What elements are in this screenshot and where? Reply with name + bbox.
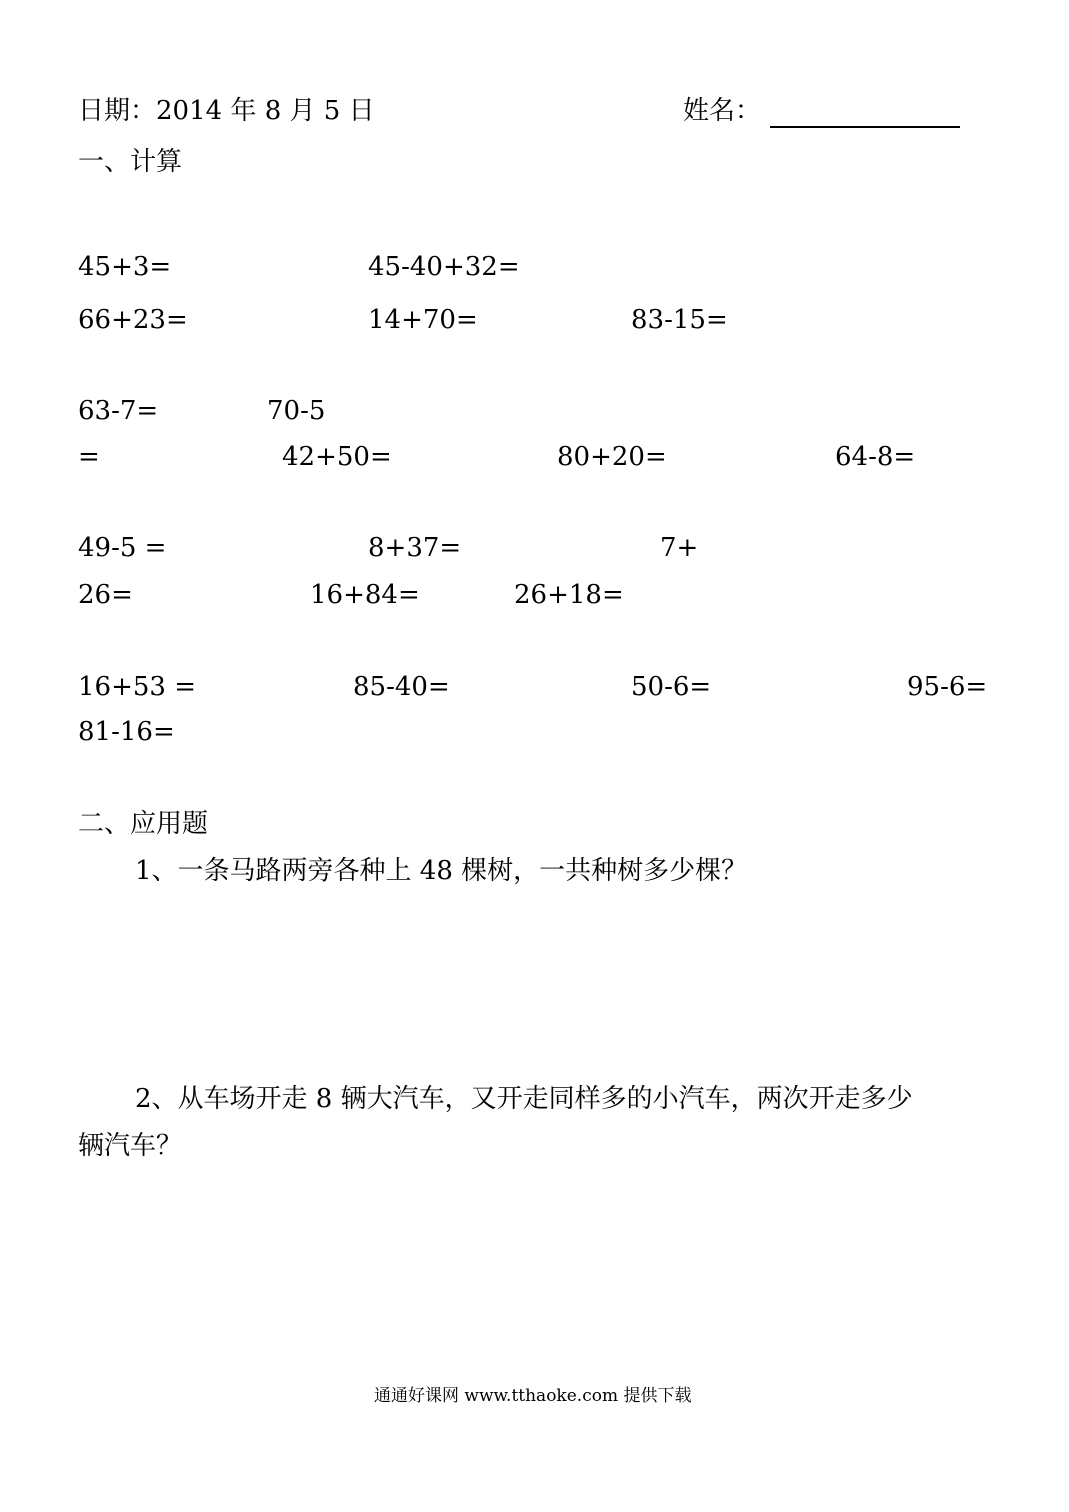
calc-item: 16+53 = (78, 672, 197, 702)
calc-item: 66+23= (78, 305, 188, 335)
calc-item: 81-16= (78, 717, 175, 747)
calc-item: 7+ (660, 533, 699, 563)
name-label: 姓名： (683, 96, 762, 126)
calc-item: 45+3= (78, 252, 172, 282)
footer-text: 通通好课网 www.tthaoke.com 提供下载 (374, 1386, 692, 1406)
calc-item: 83-15= (631, 305, 728, 335)
calc-item: = (78, 442, 100, 472)
calc-item: 80+20= (557, 442, 667, 472)
calc-item: 26+18= (514, 580, 624, 610)
calc-item: 63-7= (78, 396, 159, 426)
calc-item: 42+50= (282, 442, 392, 472)
calc-item: 70-5 (267, 396, 326, 426)
calc-item: 50-6= (631, 672, 712, 702)
word-problem-2-line-1: 2、从车场开走 8 辆大汽车，又开走同样多的小汽车，两次开走多少 (135, 1084, 913, 1114)
word-problem-1: 1、一条马路两旁各种上 48 棵树，一共种树多少棵？ (135, 856, 748, 886)
calc-item: 16+84= (310, 580, 420, 610)
calc-item: 14+70= (368, 305, 478, 335)
calc-item: 8+37= (368, 533, 462, 563)
calc-item: 49-5 = (78, 533, 167, 563)
section-title-calculation: 一、计算 (78, 147, 183, 177)
calc-item: 64-8= (835, 442, 916, 472)
word-problem-2-line-2: 辆汽车？ (78, 1131, 183, 1161)
calc-item: 26= (78, 580, 133, 610)
name-blank-line (770, 126, 960, 128)
calc-item: 45-40+32= (368, 252, 520, 282)
section-title-word-problems: 二、应用题 (78, 809, 209, 839)
calc-item: 85-40= (353, 672, 450, 702)
calc-item: 95-6= (907, 672, 988, 702)
date-label: 日期：2014 年 8 月 5 日 (78, 96, 375, 126)
